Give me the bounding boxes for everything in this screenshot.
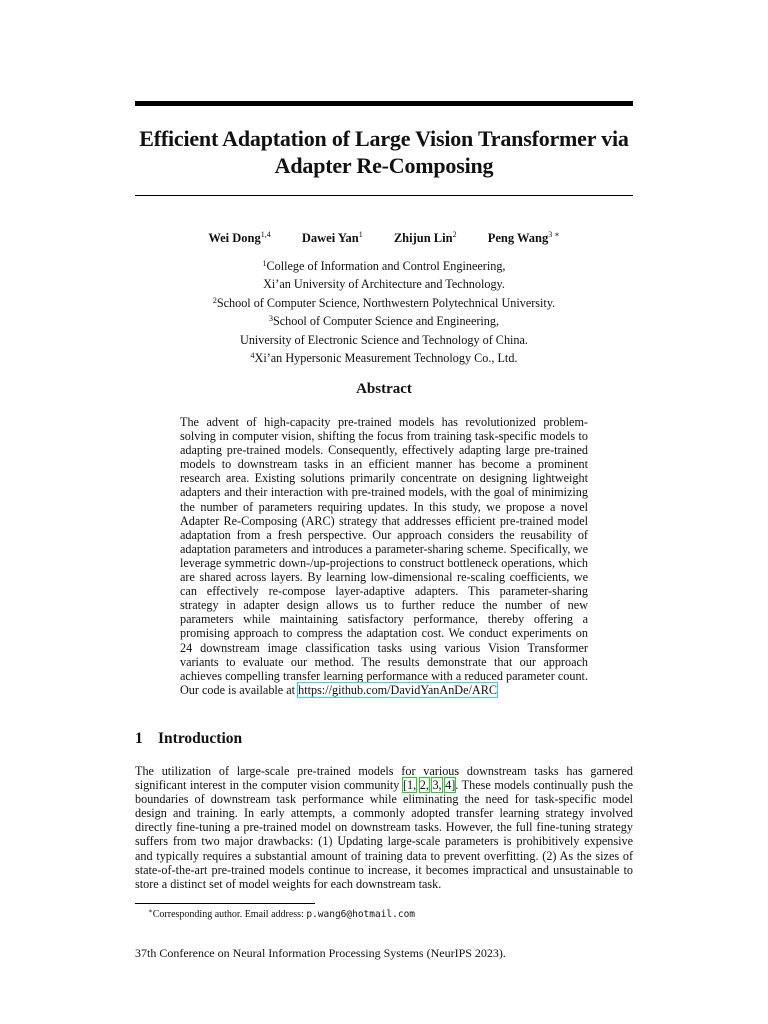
footnote-email[interactable]: p.wang6@hotmail.com xyxy=(306,909,416,920)
title-line-2: Adapter Re-Composing xyxy=(274,153,494,178)
footnote-mark: ∗ xyxy=(148,907,153,915)
abstract-body xyxy=(180,415,588,697)
author-list xyxy=(135,230,633,246)
title-line-1: Efficient Adaptation of Large Vision Transformer via xyxy=(139,126,629,151)
affiliation-line: $^3$School of Computer Science and Engineering, xyxy=(268,314,500,329)
affiliation-line: $^2$School of Computer Science, Northwestern Polytechnical University. xyxy=(212,295,556,310)
abstract-heading: Abstract xyxy=(356,381,412,397)
section-number: 1 xyxy=(135,730,143,747)
author: Dawei Yan$^1$ xyxy=(301,230,363,245)
author: Wei Dong$^{1,4}$ xyxy=(208,230,271,245)
author: Zhijun Lin$^2$ xyxy=(393,230,457,245)
venue-note: 37th Conference on Neural Information Processing Systems (NeurIPS 2023). xyxy=(135,946,506,960)
section-heading xyxy=(135,730,242,748)
intro-paragraph: The utilization of large-scale pre-trained models for various downstream tasks has garnered significant interest in the computer vision community [1, 2, 3, 4]. These models continually push the boundaries of downstream task performance while eliminating the need for task-specific model design and training. In early attempts, a commonly adopted transfer learning strategy involved directly fine-tuning a pre-trained model on downstream tasks. However, the full fine-tuning strategy suffers from two major drawbacks: (1) Updating large-scale parameters is prohibitively expensive and typically requires a substantial amount of training data to prevent overfitting. (2) As the sizes of state-of-the-art pre-trained models continue to increase, it becomes impractical and unsustainable to store a distinct set of model weights for each downstream task. xyxy=(135,764,633,891)
abstract-text: The advent of high-capacity pre-trained models has revolutionized problem-solving in computer vision, shifting the focus from training task-specific models to adapting pre-trained models. Consequently, effectively adapting large pre-trained models to downstream tasks in an efficient manner has become a prominent research area. Existing solutions primarily concentrate on designing lightweight adapters and their interaction with pre-trained models, with the goal of minimizing the number of parameters requiring updates. In this study, we propose a novel Adapter Re-Composing (ARC) strategy that addresses efficient pre-trained model adaptation from a fresh perspective. Our approach considers the reusability of adaptation parameters and introduces a parameter-sharing scheme. Specifically, we leverage symmetric down-/up-projections to construct bottleneck operations, which are shared across layers. By learning low-dimensional re-scaling coefficients, we can effectively re-compose layer-adaptive adapters. This parameter-sharing strategy in adapter design allows us to further reduce the number of new parameters while maintaining satisfactory performance, thereby offering a promising approach to compress the adaptation cost. We conduct experiments on 24 downstream image classification tasks using various Vision Transformer variants to evaluate our method. The results demonstrate that our approach achieves compelling transfer learning performance with a reduced parameter count. Our code is available at xyxy=(180,415,588,697)
citation-link[interactable]: 4] xyxy=(445,778,456,793)
affiliation-line: $^1$College of Information and Control Engineering, xyxy=(262,259,506,273)
affiliation-line: University of Electronic Science and Technology of China. xyxy=(240,332,528,347)
footnote: ∗Corresponding author. Email address: p.wang6@hotmail.com xyxy=(148,907,416,920)
title-bottom-rule xyxy=(135,195,633,196)
affiliations xyxy=(135,256,633,366)
author: Peng Wang$^{3 ∗}$ xyxy=(487,230,560,245)
code-link[interactable]: https://github.com/DavidYanAnDe/ARC xyxy=(298,682,497,697)
title-top-rule xyxy=(135,101,633,106)
citation-link[interactable]: 3, xyxy=(432,778,442,793)
footnote-rule xyxy=(135,903,315,904)
section-title: Introduction xyxy=(158,730,243,747)
citation-link[interactable]: [1, xyxy=(402,778,417,793)
citation-link[interactable]: 2, xyxy=(419,778,429,793)
paper-title xyxy=(135,125,633,179)
affiliation-line: Xi’an University of Architecture and Technology. xyxy=(263,277,505,292)
affiliation-line: $^4$Xi’an Hypersonic Measurement Technology Co., Ltd. xyxy=(250,351,518,366)
